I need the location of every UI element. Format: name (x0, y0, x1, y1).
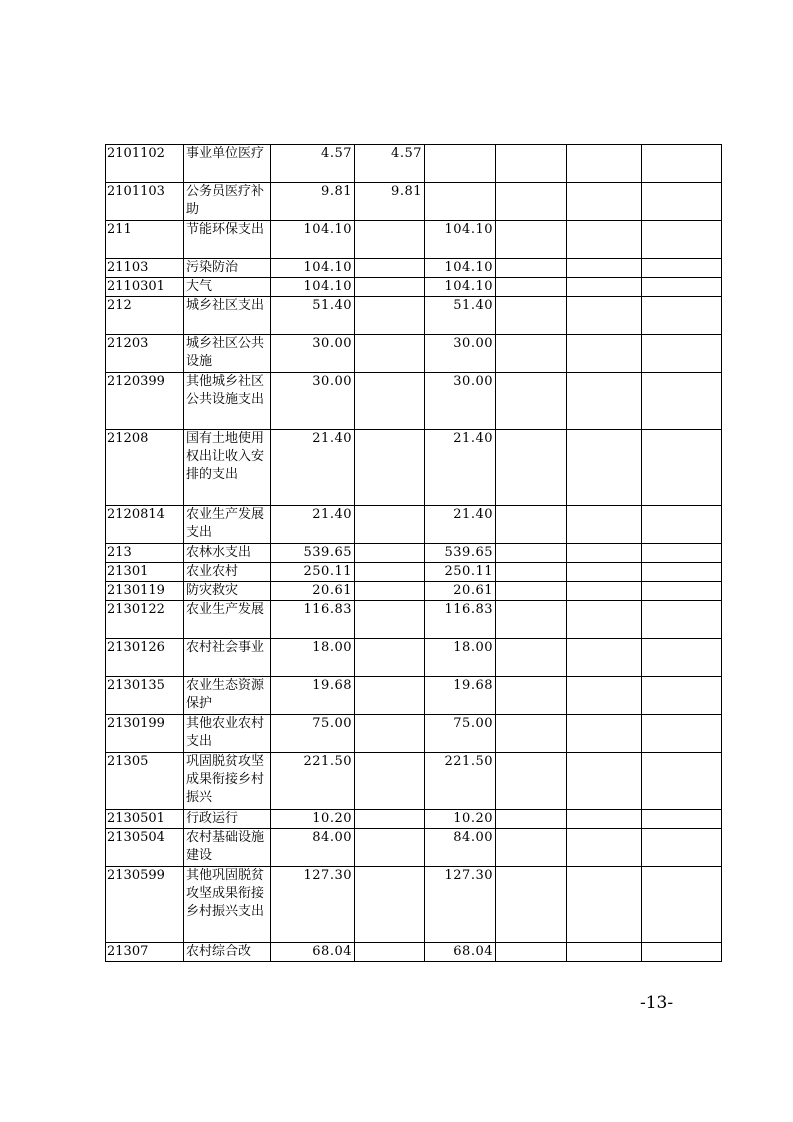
total-cell: 19.68 (271, 677, 355, 715)
empty-cell (642, 582, 722, 601)
table-row (106, 335, 722, 373)
empty-cell (567, 430, 642, 506)
code-cell: 2120399 (106, 373, 184, 430)
empty-cell (642, 145, 722, 183)
code-cell: 21103 (106, 259, 184, 278)
table-row (106, 639, 722, 677)
empty-cell (567, 259, 642, 278)
basic-cell (355, 810, 425, 829)
name-cell: 污染防治 (184, 259, 271, 278)
empty-cell (496, 810, 567, 829)
empty-cell (496, 943, 567, 962)
basic-cell (355, 544, 425, 563)
table-row (106, 145, 722, 183)
page-number: -13- (640, 993, 674, 1013)
empty-cell (567, 829, 642, 867)
code-cell: 21305 (106, 753, 184, 810)
project-cell: 127.30 (425, 867, 496, 943)
name-cell: 城乡社区支出 (184, 297, 271, 335)
empty-cell (496, 829, 567, 867)
total-cell: 4.57 (271, 145, 355, 183)
basic-cell: 4.57 (355, 145, 425, 183)
basic-cell (355, 221, 425, 259)
table-row (106, 297, 722, 335)
project-cell: 84.00 (425, 829, 496, 867)
empty-cell (496, 335, 567, 373)
code-cell: 2130599 (106, 867, 184, 943)
empty-cell (642, 373, 722, 430)
empty-cell (567, 183, 642, 221)
basic-cell (355, 829, 425, 867)
basic-cell (355, 506, 425, 544)
empty-cell (567, 601, 642, 639)
code-cell: 21208 (106, 430, 184, 506)
name-cell: 大气 (184, 278, 271, 297)
basic-cell (355, 259, 425, 278)
total-cell: 21.40 (271, 506, 355, 544)
empty-cell (642, 601, 722, 639)
name-cell: 事业单位医疗 (184, 145, 271, 183)
name-cell: 其他城乡社区公共设施支出 (184, 373, 271, 430)
name-cell: 农村综合改 (184, 943, 271, 962)
basic-cell (355, 563, 425, 582)
total-cell: 30.00 (271, 373, 355, 430)
code-cell: 211 (106, 221, 184, 259)
name-cell: 行政运行 (184, 810, 271, 829)
empty-cell (642, 544, 722, 563)
empty-cell (567, 278, 642, 297)
name-cell: 农业农村 (184, 563, 271, 582)
total-cell: 104.10 (271, 278, 355, 297)
empty-cell (496, 430, 567, 506)
table-row (106, 601, 722, 639)
project-cell: 21.40 (425, 430, 496, 506)
empty-cell (496, 639, 567, 677)
table-row (106, 829, 722, 867)
project-cell: 30.00 (425, 335, 496, 373)
project-cell: 20.61 (425, 582, 496, 601)
table-row (106, 259, 722, 278)
code-cell: 2120814 (106, 506, 184, 544)
project-cell: 75.00 (425, 715, 496, 753)
project-cell: 250.11 (425, 563, 496, 582)
name-cell: 其他巩固脱贫攻坚成果衔接乡村振兴支出 (184, 867, 271, 943)
table-row (106, 430, 722, 506)
empty-cell (496, 221, 567, 259)
table-row (106, 506, 722, 544)
name-cell: 防灾救灾 (184, 582, 271, 601)
total-cell: 18.00 (271, 639, 355, 677)
code-cell: 2130501 (106, 810, 184, 829)
empty-cell (567, 753, 642, 810)
name-cell: 国有土地使用权出让收入安排的支出 (184, 430, 271, 506)
total-cell: 539.65 (271, 544, 355, 563)
table-row (106, 563, 722, 582)
table-row (106, 373, 722, 430)
code-cell: 2130135 (106, 677, 184, 715)
name-cell: 城乡社区公共设施 (184, 335, 271, 373)
empty-cell (567, 677, 642, 715)
table-row (106, 715, 722, 753)
empty-cell (642, 943, 722, 962)
total-cell: 9.81 (271, 183, 355, 221)
basic-cell (355, 639, 425, 677)
code-cell: 2101102 (106, 145, 184, 183)
empty-cell (567, 563, 642, 582)
code-cell: 2130199 (106, 715, 184, 753)
empty-cell (642, 639, 722, 677)
table-row (106, 221, 722, 259)
basic-cell (355, 278, 425, 297)
project-cell: 10.20 (425, 810, 496, 829)
code-cell: 2130122 (106, 601, 184, 639)
name-cell: 农业生产发展支出 (184, 506, 271, 544)
project-cell: 21.40 (425, 506, 496, 544)
code-cell: 212 (106, 297, 184, 335)
empty-cell (496, 601, 567, 639)
project-cell: 104.10 (425, 259, 496, 278)
table-row (106, 544, 722, 563)
code-cell: 2130126 (106, 639, 184, 677)
empty-cell (567, 544, 642, 563)
table-row (106, 753, 722, 810)
total-cell: 21.40 (271, 430, 355, 506)
empty-cell (642, 677, 722, 715)
name-cell: 农林水支出 (184, 544, 271, 563)
empty-cell (496, 145, 567, 183)
project-cell: 104.10 (425, 278, 496, 297)
project-cell (425, 183, 496, 221)
empty-cell (642, 753, 722, 810)
total-cell: 221.50 (271, 753, 355, 810)
empty-cell (496, 183, 567, 221)
empty-cell (496, 563, 567, 582)
empty-cell (496, 259, 567, 278)
empty-cell (567, 297, 642, 335)
basic-cell (355, 677, 425, 715)
empty-cell (642, 506, 722, 544)
empty-cell (567, 715, 642, 753)
name-cell: 农村基础设施建设 (184, 829, 271, 867)
table-body (106, 145, 722, 962)
table-row (106, 677, 722, 715)
empty-cell (642, 563, 722, 582)
total-cell: 68.04 (271, 943, 355, 962)
name-cell: 农业生产发展 (184, 601, 271, 639)
total-cell: 75.00 (271, 715, 355, 753)
basic-cell (355, 715, 425, 753)
name-cell: 其他农业农村支出 (184, 715, 271, 753)
total-cell: 104.10 (271, 259, 355, 278)
basic-cell (355, 582, 425, 601)
empty-cell (642, 335, 722, 373)
empty-cell (496, 506, 567, 544)
empty-cell (642, 183, 722, 221)
empty-cell (496, 867, 567, 943)
total-cell: 30.00 (271, 335, 355, 373)
total-cell: 20.61 (271, 582, 355, 601)
empty-cell (642, 297, 722, 335)
table-row (106, 943, 722, 962)
table-row (106, 183, 722, 221)
empty-cell (496, 544, 567, 563)
basic-cell (355, 335, 425, 373)
basic-cell: 9.81 (355, 183, 425, 221)
empty-cell (496, 373, 567, 430)
empty-cell (496, 582, 567, 601)
code-cell: 21307 (106, 943, 184, 962)
empty-cell (642, 715, 722, 753)
project-cell: 539.65 (425, 544, 496, 563)
total-cell: 84.00 (271, 829, 355, 867)
project-cell: 30.00 (425, 373, 496, 430)
table-row (106, 810, 722, 829)
empty-cell (496, 297, 567, 335)
project-cell: 68.04 (425, 943, 496, 962)
total-cell: 116.83 (271, 601, 355, 639)
code-cell: 2130504 (106, 829, 184, 867)
empty-cell (567, 810, 642, 829)
empty-cell (642, 829, 722, 867)
empty-cell (642, 810, 722, 829)
project-cell: 104.10 (425, 221, 496, 259)
project-cell: 18.00 (425, 639, 496, 677)
code-cell: 21301 (106, 563, 184, 582)
basic-cell (355, 373, 425, 430)
project-cell: 221.50 (425, 753, 496, 810)
empty-cell (496, 677, 567, 715)
name-cell: 农业生态资源保护 (184, 677, 271, 715)
total-cell: 250.11 (271, 563, 355, 582)
total-cell: 51.40 (271, 297, 355, 335)
empty-cell (567, 506, 642, 544)
table-row (106, 278, 722, 297)
empty-cell (642, 430, 722, 506)
project-cell: 116.83 (425, 601, 496, 639)
name-cell: 巩固脱贫攻坚成果衔接乡村振兴 (184, 753, 271, 810)
table-row (106, 867, 722, 943)
empty-cell (567, 582, 642, 601)
total-cell: 104.10 (271, 221, 355, 259)
empty-cell (496, 753, 567, 810)
table-row (106, 582, 722, 601)
total-cell: 127.30 (271, 867, 355, 943)
empty-cell (567, 145, 642, 183)
code-cell: 213 (106, 544, 184, 563)
code-cell: 2130119 (106, 582, 184, 601)
budget-table (105, 144, 722, 962)
project-cell: 19.68 (425, 677, 496, 715)
empty-cell (567, 335, 642, 373)
empty-cell (496, 715, 567, 753)
empty-cell (642, 221, 722, 259)
basic-cell (355, 867, 425, 943)
empty-cell (567, 867, 642, 943)
empty-cell (567, 639, 642, 677)
code-cell: 2110301 (106, 278, 184, 297)
code-cell: 2101103 (106, 183, 184, 221)
basic-cell (355, 753, 425, 810)
name-cell: 节能环保支出 (184, 221, 271, 259)
basic-cell (355, 297, 425, 335)
name-cell: 农村社会事业 (184, 639, 271, 677)
empty-cell (642, 259, 722, 278)
empty-cell (642, 278, 722, 297)
project-cell (425, 145, 496, 183)
empty-cell (567, 221, 642, 259)
total-cell: 10.20 (271, 810, 355, 829)
name-cell: 公务员医疗补助 (184, 183, 271, 221)
code-cell: 21203 (106, 335, 184, 373)
empty-cell (567, 373, 642, 430)
empty-cell (567, 943, 642, 962)
basic-cell (355, 943, 425, 962)
empty-cell (496, 278, 567, 297)
empty-cell (642, 867, 722, 943)
basic-cell (355, 430, 425, 506)
project-cell: 51.40 (425, 297, 496, 335)
basic-cell (355, 601, 425, 639)
